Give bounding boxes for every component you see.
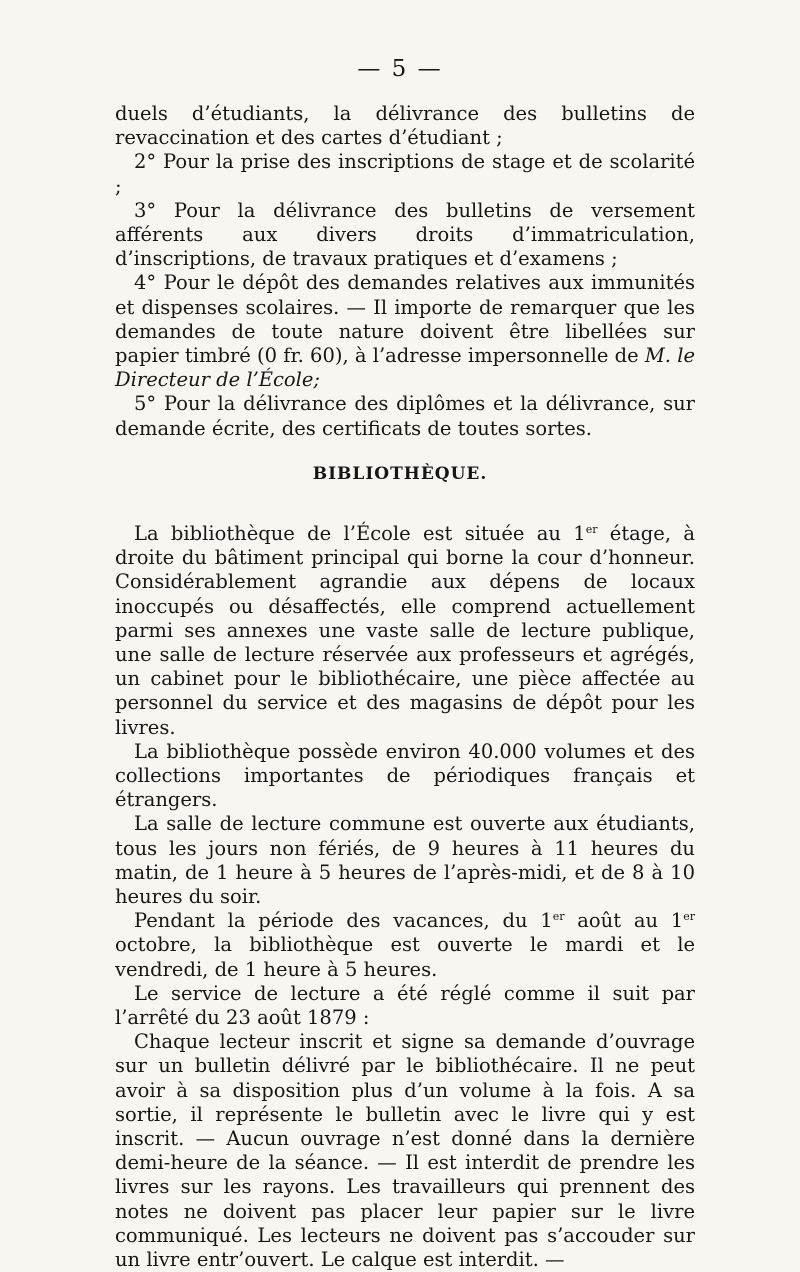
library-section	[115, 522, 695, 1272]
list-item-4-italic: M. le Directeur de l’École;	[115, 344, 695, 392]
list-item-2: 2° Pour la prise des inscriptions de stage et de scolarité ;	[115, 150, 695, 198]
paragraph-rules: Chaque lecteur inscrit et signe sa demande d’ouvrage sur un bulletin délivré par le bibliothécaire. Il ne peut avoir à sa disposition plus d’un volume à la fois. A sa sortie, il représente le bulletin avec le livre qui y est inscrit. — Aucun ouvrage n’est donné dans la dernière demi-heure de la séance. — Il est interdit de prendre les livres sur les rayons. Les travailleurs qui prennent des notes ne doivent pas placer leur papier sur le livre communiqué. Les lecteurs ne doivent pas s’accouder sur un livre entr’ouvert. Le calque est interdit. —	[115, 1030, 695, 1272]
paragraph-hours: La salle de lecture commune est ouverte aux étudiants, tous les jours non fériés, de 9 heures à 11 heures du matin, de 1 heure à 5 heures de l’après-midi, et de 8 à 10 heures du soir.	[115, 812, 695, 909]
paragraph-location-part: étage, à droite du bâtiment principal qui borne la cour d’honneur. Considérablement agrandie aux dépens de locaux inoccupés ou désaffectés, elle comprend actuellement parmi ses annexes une vaste salle de lecture publique, une salle de lecture réservée aux professeurs et agrégés, un cabinet pour le bibliothécaire, une pièce affectée au personnel du service et des magasins de dépôt pour les livres.	[115, 522, 695, 739]
paragraph-location	[115, 522, 695, 740]
paragraph-collections: La bibliothèque possède environ 40.000 volumes et des collections importantes de périodiques français et étrangers.	[115, 739, 695, 812]
superscript: er	[683, 910, 695, 924]
paragraph-vacation	[115, 909, 695, 982]
superscript: er	[552, 910, 565, 924]
list-item-5: 5° Pour la délivrance des diplômes et la délivrance, sur demande écrite, des certificats de toutes sortes.	[115, 392, 695, 440]
list-item-4	[115, 271, 695, 392]
section-heading: BIBLIOTHÈQUE.	[312, 464, 488, 484]
registration-list	[115, 102, 695, 441]
list-item-3: 3° Pour la délivrance des bulletins de versement afférents aux divers droits d’immatriculation, d’inscriptions, de travaux pratiques et d’examens ;	[115, 198, 695, 271]
paragraph-vacation-part: octobre, la bibliothèque est ouverte le mardi et le vendredi, de 1 heure à 5 heures.	[115, 933, 695, 981]
list-item-4-text: 4° Pour le dépôt des demandes relatives aux immunités et dispenses scolaires. — Il importe de remarquer que les demandes de toute nature doivent être libellées sur papier timbré (0 fr. 60), à l’adresse impersonnelle de	[115, 271, 695, 368]
list-continuation: duels d’étudiants, la délivrance des bulletins de revaccination et des cartes d’étudiant ;	[115, 102, 695, 150]
superscript: er	[585, 523, 598, 536]
paragraph-vacation-part: août au 1	[564, 909, 684, 933]
page-number: — 5 —	[357, 56, 443, 82]
paragraph-vacation-part: Pendant la période des vacances, du 1	[134, 909, 553, 933]
paragraph-location-part: La bibliothèque de l’École est située au 1	[134, 522, 586, 545]
paragraph-decree: Le service de lecture a été réglé comme il suit par l’arrêté du 23 août 1879 :	[115, 981, 695, 1030]
